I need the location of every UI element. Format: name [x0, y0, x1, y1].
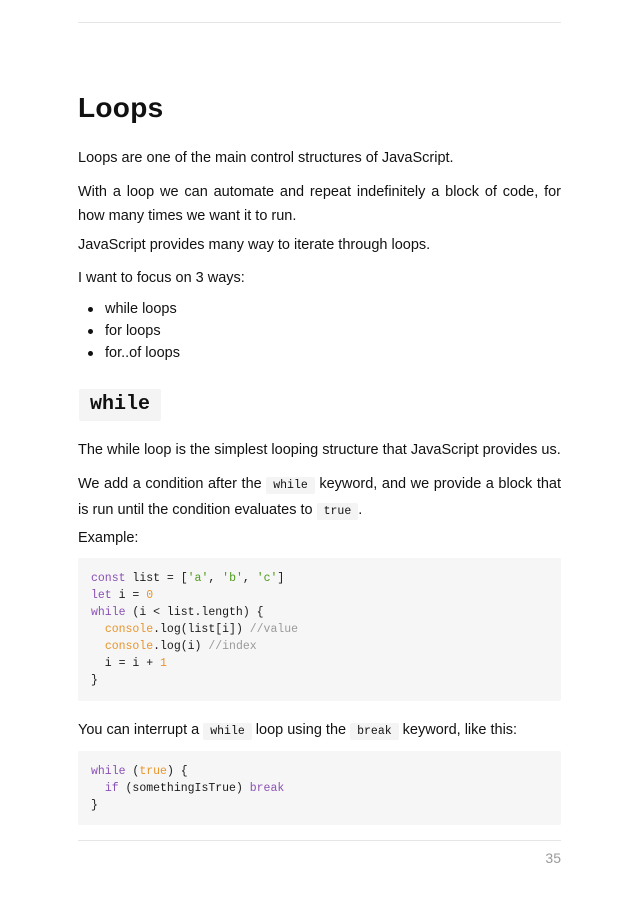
code-line: i = i + 1 [91, 657, 167, 670]
code-line: let i = 0 [91, 589, 154, 602]
automation-paragraph: With a loop we can automate and repeat indefinitely a block of code, for how many times we want it to run. [78, 184, 561, 224]
code-block-break [78, 751, 561, 825]
list-item: while loops [78, 298, 180, 320]
code-line: const list = ['a', 'b', 'c'] [91, 572, 285, 585]
top-rule [78, 22, 561, 23]
inline-code-while: while [203, 723, 252, 740]
interrupt-paragraph [78, 718, 561, 744]
loop-types-list [78, 298, 180, 364]
while-condition-paragraph [78, 472, 561, 524]
code-block-example [78, 558, 561, 701]
bottom-rule [78, 840, 561, 841]
while-intro-paragraph: The while loop is the simplest looping structure that JavaScript provides us. [78, 442, 561, 458]
section-heading-while: while [79, 389, 161, 421]
text-fragment: . [358, 502, 363, 518]
inline-code-true: true [317, 503, 359, 520]
code-line: while (i < list.length) { [91, 606, 264, 619]
code-line: } [91, 799, 98, 812]
code-line: console.log(list[i]) //value [104, 623, 299, 636]
example-label: Example: [78, 530, 139, 546]
intro-paragraph: Loops are one of the main control structures of JavaScript. [78, 150, 454, 166]
code-line: } [91, 674, 98, 687]
iterate-paragraph: JavaScript provides many way to iterate through loops. [78, 237, 431, 253]
inline-code-break: break [350, 723, 399, 740]
code-line: console.log(i) //index [104, 640, 257, 653]
text-fragment: keyword, and we provide a block that is run until the condition evaluates to [78, 476, 561, 518]
code-line: while (true) { [91, 765, 188, 778]
list-item: for..of loops [78, 342, 180, 364]
code-line: if (somethingIsTrue) break [104, 782, 285, 795]
page-number: 35 [545, 850, 561, 866]
text-fragment: You can interrupt a [78, 722, 200, 738]
inline-code-while: while [266, 477, 315, 494]
list-item: for loops [78, 320, 180, 342]
page-title: Loops [78, 92, 164, 123]
text-fragment: We add a condition after the [78, 476, 262, 492]
text-fragment: keyword, like this: [402, 722, 518, 738]
text-fragment: loop using the [255, 722, 347, 738]
focus-paragraph: I want to focus on 3 ways: [78, 270, 245, 286]
